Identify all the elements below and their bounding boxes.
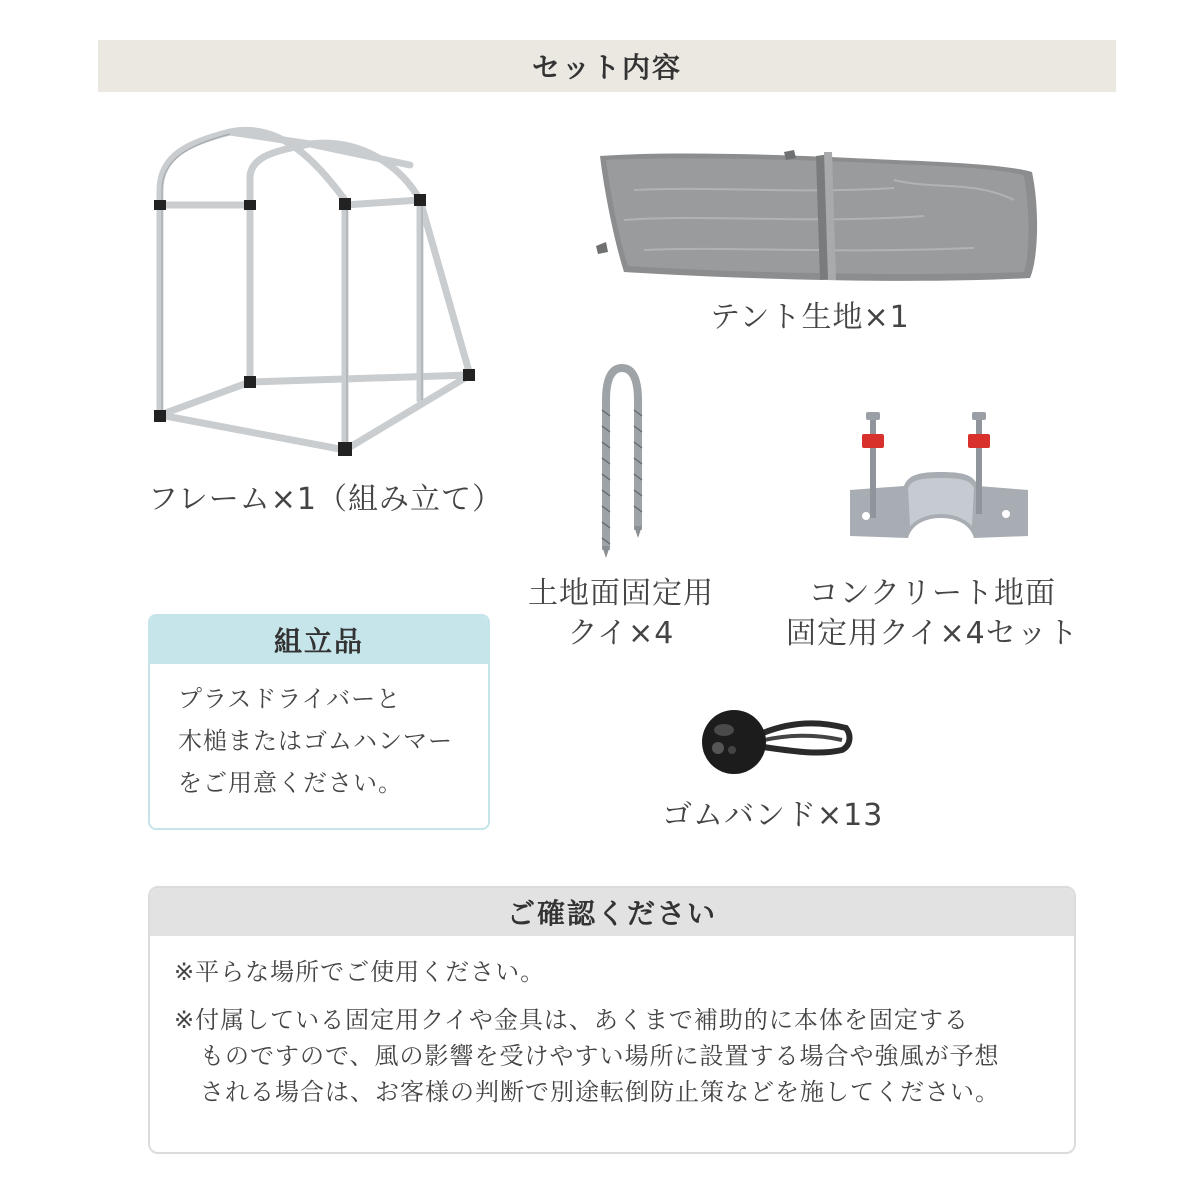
- rubber-band-label: ゴムバンド×13: [662, 798, 884, 833]
- section-title-bar: [98, 40, 1116, 92]
- notice-box: [148, 886, 1076, 1154]
- ground-peg-label: [528, 574, 714, 654]
- notice-line: ものですので、風の影響を受けやすい場所に設置する場合や強風が予想: [200, 1042, 1000, 1070]
- assembly-box: [148, 614, 490, 830]
- ground-peg-image: [592, 360, 652, 560]
- notice-title: ご確認ください: [150, 888, 1074, 936]
- notice-line: される場合は、お客様の判断で別途転倒防止策などを施してください。: [200, 1078, 1000, 1106]
- assembly-line: 木槌またはゴムハンマー: [178, 727, 453, 755]
- notice-line: ※平らな場所でご使用ください。: [174, 958, 546, 986]
- concrete-peg-label-line2: 固定用クイ×4セット: [786, 616, 1079, 651]
- section-title: セット内容: [531, 51, 682, 84]
- notice-line: ※付属している固定用クイや金具は、あくまで補助的に本体を固定する: [174, 1006, 969, 1034]
- frame-image: [140, 120, 500, 460]
- concrete-peg-image: [846, 406, 1036, 546]
- rubber-band-image: [696, 700, 856, 790]
- frame-label: フレーム×1（組み立て）: [148, 482, 504, 517]
- assembly-line: プラスドライバーと: [178, 685, 402, 713]
- ground-peg-label-line1: 土地面固定用: [528, 576, 714, 611]
- concrete-peg-label: [786, 574, 1079, 654]
- tent-fabric-label: テント生地×1: [710, 300, 910, 335]
- tent-fabric-image: [594, 150, 1044, 290]
- assembly-line: をご用意ください。: [178, 769, 403, 797]
- assembly-title: 組立品: [150, 616, 488, 664]
- ground-peg-label-line2: クイ×4: [567, 616, 675, 651]
- assembly-text: [150, 664, 488, 804]
- concrete-peg-label-line1: コンクリート地面: [808, 576, 1057, 611]
- notice-body: [150, 936, 1074, 1110]
